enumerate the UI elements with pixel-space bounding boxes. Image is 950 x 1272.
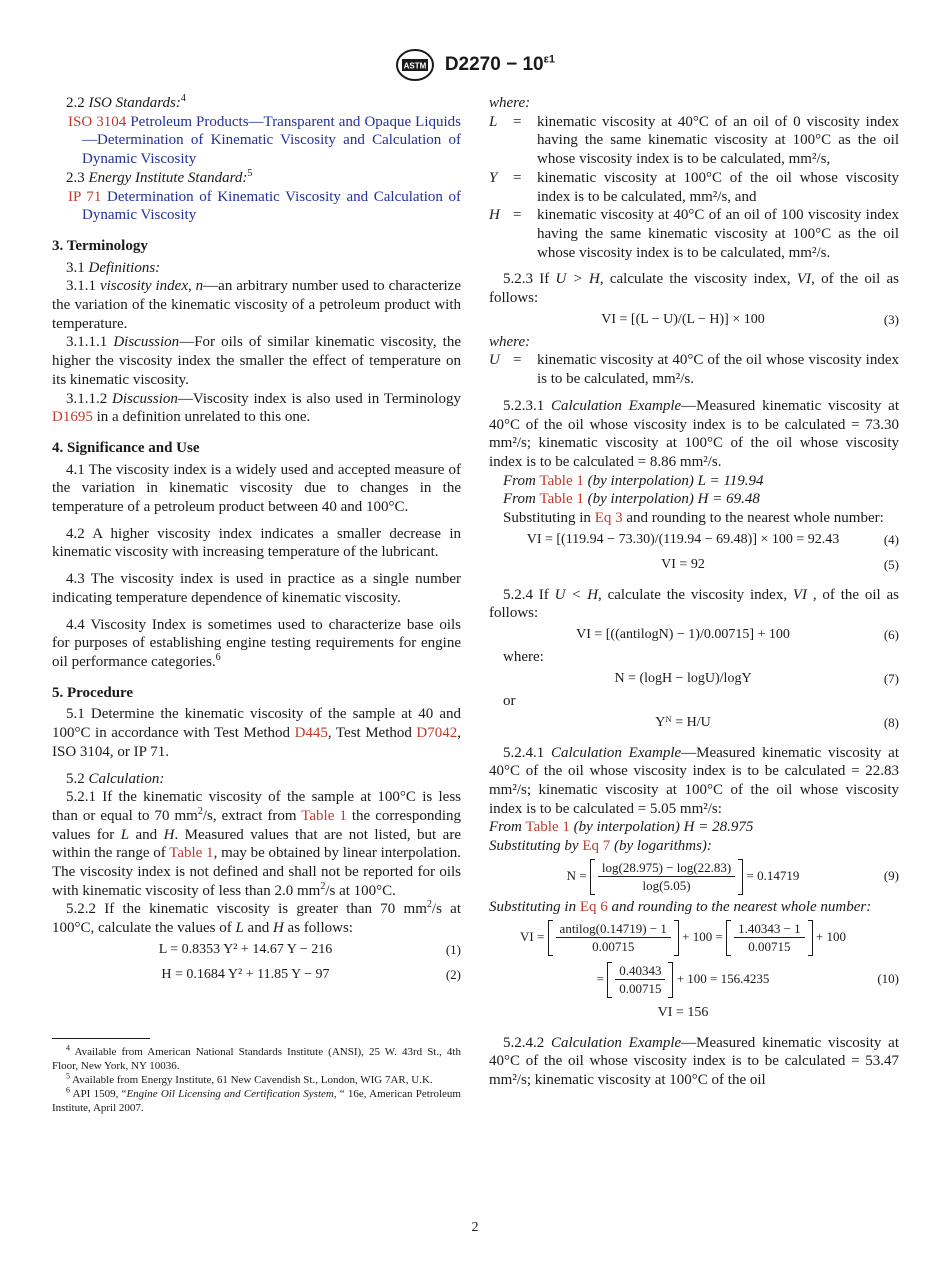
section-5-2-1: 5.2.1 If the kinematic viscosity of the sample at 100°C is less than or equal to 70 $mm^2/s$, extract from Table 1 the corresponding values for L and H. Measured values that are not listed, but are within the range of Table 1, may be obtained by linear interpolation. The viscosity index is not defined and shall not be reported for oils with kinematic viscosity of less than 2.0 $mm^2/s$ at 100°C. — [52, 789, 462, 899]
section-3-1-1-1: 3.1.1.1 Discussion—For oils of similar kinematic viscosity, the higher the viscosity index the smaller the effect of temperature on its kinematic viscosity. — [52, 334, 461, 388]
ip-71-title-link[interactable]: Determination of Kinematic Viscosity and Calculation of Dynamic Viscosity — [82, 188, 462, 224]
section-3-1: 3.1 Definitions: — [66, 259, 161, 276]
equation-10-line-2: = $\frac{0.40343}{0.00715}$ + 100 = 156.4235 (10) — [596, 963, 899, 996]
definition-H: H = kinematic viscosity at 40°C of an oil of 100 viscosity index having the same kinematic viscosity at 100°C as the oil whose viscosity index is to be calculated, mm²/s. — [489, 207, 899, 261]
equation-1: L = 0.8353 Y² + 14.67 Y − 216 (1) — [158, 941, 461, 957]
section-5-2-4-1: 5.2.4.1 Calculation Example—Measured kinematic viscosity at 40°C of the oil whose viscosity index is to be calculated = 22.83 mm²/s; kinematic viscosity at 100°C of the oil whose viscosity index is to be calculated = 5.05 mm²/s: — [489, 744, 899, 817]
table-1-link[interactable]: Table 1 — [301, 807, 347, 824]
footnote-6: $^6$ API 1509, “Engine Oil Licensing and Certification System, “ 16e, American Petroleum Institute, April 2007. — [52, 1085, 461, 1114]
d1695-link[interactable]: D1695 — [52, 409, 93, 426]
footnote-4: $^4$ Available from American National Standards Institute (ANSI), 25 W. 43rd St., 4th Floor, New York, NY 10036. — [52, 1043, 461, 1072]
table-1-link[interactable]: Table 1 — [539, 491, 584, 508]
eq-6-link[interactable]: Eq 6 — [579, 898, 608, 915]
section-5-heading: 5. Procedure — [52, 684, 134, 701]
section-5-2-3-1: 5.2.3.1 Calculation Example—Measured kinematic viscosity at 40°C of the oil whose viscosity index is to be calculated = 73.30 mm²/s; kinematic viscosity at 100°C of the oil whose viscosity index is to be calculated = 8.86 mm²/s. — [489, 397, 899, 470]
section-3-heading: 3. Terminology — [52, 237, 148, 254]
right-column — [489, 94, 899, 1090]
page-number: 2 — [471, 1220, 479, 1235]
section-2-2: 2.2 ISO Standards:$^4$ — [66, 93, 186, 111]
equation-7: N = (logH − logU)/logY (7) — [614, 671, 899, 687]
ip-71-link[interactable]: IP 71 — [68, 188, 102, 205]
section-4-2: 4.2 A higher viscosity index indicates a smaller decrease in kinematic viscosity with increasing temperature of the lubricant. — [52, 525, 461, 561]
section-2-3: 2.3 Energy Institute Standard:$^5$ — [66, 167, 253, 186]
document-designation: $D2270 - 10^{\varepsilon 1}$ — [444, 53, 555, 75]
section-3-1-1-2: 3.1.1.2 Discussion—Viscosity index is also used in Terminology D1695 in a definition unrelated to this one. — [52, 390, 462, 426]
footnote-divider — [52, 1038, 150, 1039]
table-1-link[interactable]: Table 1 — [525, 819, 570, 836]
astm-logo-icon — [395, 48, 435, 82]
ref-iso-3104 — [52, 113, 461, 169]
left-column — [52, 94, 461, 1115]
section-5-2-4-2: 5.2.4.2 Calculation Example—Measured kinematic viscosity at 40°C of the oil whose viscosity index is to be calculated = 53.47 mm²/s; kinematic viscosity at 100°C of the oil — [489, 1034, 899, 1088]
section-5-1: 5.1 Determine the kinematic viscosity of the sample at 40 and 100°C in accordance with Test Method D445, Test Method D7042, ISO 3104, or IP 71. — [52, 706, 461, 760]
equation-2: H = 0.1684 Y² + 11.85 Y − 97 (2) — [161, 966, 461, 982]
footnote-5: $^5$ Available from Energy Institute, 61 New Cavendish St., London, WIG 7AR, U.K. — [66, 1071, 433, 1086]
section-5-2-4: 5.2.4 If U < H, calculate the viscosity index, VI , of the oil as follows: — [489, 586, 899, 622]
svg-text:ASTM: ASTM — [403, 61, 427, 71]
d7042-link[interactable]: D7042 — [416, 725, 458, 742]
equation-3: VI = [(L − U)/(L − H)] × 100 (3) — [601, 311, 899, 327]
or-label: or — [503, 692, 516, 709]
page-header — [0, 48, 950, 82]
eq-3-link[interactable]: Eq 3 — [594, 510, 623, 527]
iso-3104-title-link[interactable]: Petroleum Products—Transparent and Opaque Liquids—Determination of Kinematic Viscosity and Calculation of Dynamic Viscosity — [82, 113, 462, 168]
where-label: where: — [489, 95, 531, 111]
section-5-2-3: 5.2.3 If U > H, calculate the viscosity index, VI, of the oil as follows: — [489, 271, 899, 307]
ref-ip-71 — [52, 188, 461, 225]
section-3-1-1: 3.1.1 viscosity index, n—an arbitrary number used to characterize the variation of the kinematic viscosity of a petroleum product with temperature. — [52, 278, 461, 332]
equation-4: VI = [(119.94 − 73.30)/(119.94 − 69.48)] × 100 = 92.43 (4) — [526, 531, 899, 547]
from-table-H2: From Table 1 (by interpolation) H = 28.975 — [489, 819, 754, 836]
substituting-eq7: Substituting by Eq 7 (by logarithms): — [489, 838, 712, 855]
equation-10-line-1: VI = $\frac{\text{antilog(0.14719) − 1}}{0.00715}$ + 100 = $\frac{1.40343 - 1}{0.00715}$ + 100 — [519, 921, 847, 954]
section-4-heading: 4. Significance and Use — [52, 439, 200, 456]
section-4-4: 4.4 Viscosity Index is sometimes used to characterize base oils for purposes of establishing engine testing requirements for engine oil performance categories.$^6$ — [52, 616, 461, 670]
definition-Y: Y = kinematic viscosity at 100°C of the oil whose viscosity index is to be calculated, mm²/s, and — [489, 169, 899, 205]
section-4-1: 4.1 The viscosity index is a widely used and accepted measure of the variation in kinematic viscosity due to changes in the temperature of a petroleum product between 40 and 100°C. — [52, 461, 461, 516]
where-label: where: — [489, 333, 531, 350]
section-5-2-2: 5.2.2 If the kinematic viscosity is greater than 70 $mm^2/s$ at 100°C, calculate the values of L and H as follows: — [52, 899, 461, 937]
iso-3104-link[interactable]: ISO 3104 — [68, 113, 127, 130]
equation-6: VI = [((antilogN) − 1)/0.00715] + 100 (6) — [576, 627, 899, 643]
from-table-L: From Table 1 (by interpolation) L = 119.94 — [503, 472, 764, 489]
substituting-eq3: Substituting in Eq 3 and rounding to the nearest whole number: — [503, 510, 884, 527]
table-1-link[interactable]: Table 1 — [169, 845, 214, 862]
where-label: where: — [503, 649, 544, 666]
equation-8: Yᴺ = H/U (8) — [655, 714, 899, 730]
definition-L: L = kinematic viscosity at 40°C of an oil of 0 viscosity index having the same kinematic viscosity at 100°C as the oil whose viscosity index is to be calculated, mm²/s, — [489, 113, 899, 168]
eq-7-link[interactable]: Eq 7 — [582, 838, 611, 855]
definition-U: U = kinematic viscosity at 40°C of the oil whose viscosity index is to be calculated, mm²/s. — [489, 352, 899, 388]
section-4-3: 4.3 The viscosity index is used in practice as a single number indicating temperature dependence of kinematic viscosity. — [52, 571, 461, 606]
d445-link[interactable]: D445 — [294, 725, 328, 742]
from-table-H: From Table 1 (by interpolation) H = 69.48 — [503, 491, 760, 508]
equation-9: N = $\frac{\log(28.975) - \log(22.83)}{\log(5.05)}$ = 0.14719 (9) — [566, 860, 899, 894]
substituting-eq6: Substituting in Eq 6 and rounding to the nearest whole number: — [489, 898, 872, 915]
equation-5: VI = 92 (5) — [661, 556, 899, 572]
table-1-link[interactable]: Table 1 — [539, 472, 584, 489]
section-5-2: 5.2 Calculation: — [66, 770, 165, 787]
equation-10-line-3: VI = 156 — [657, 1004, 709, 1020]
